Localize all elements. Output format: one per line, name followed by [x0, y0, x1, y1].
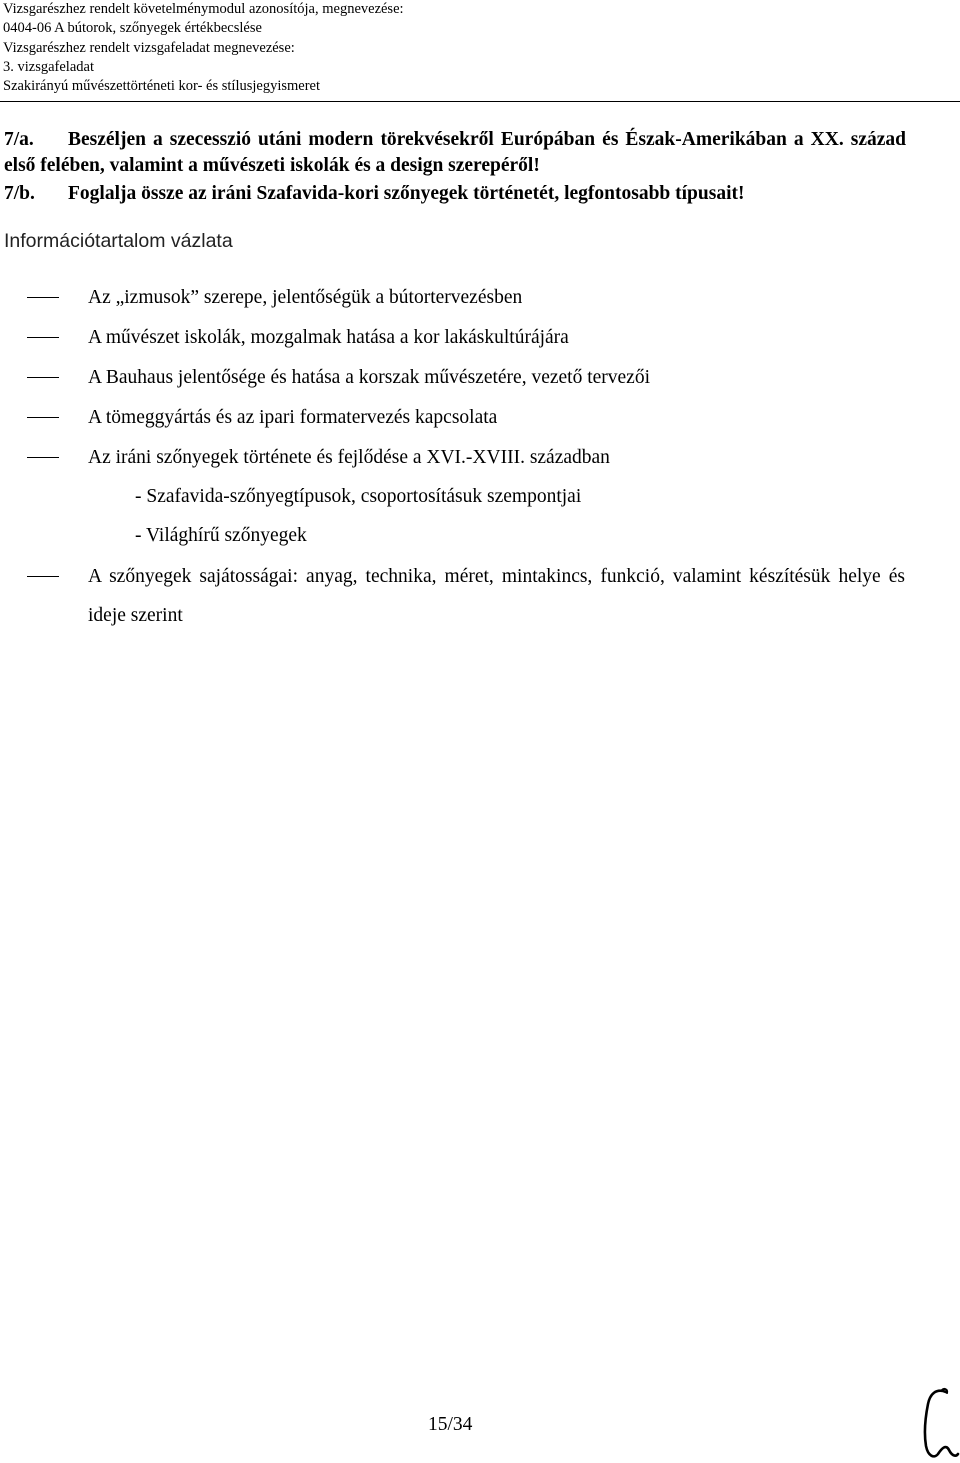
header-divider — [0, 101, 960, 102]
outline-subitem: - Szafavida-szőnyegtípusok, csoportosításuk szempontjai — [135, 486, 582, 507]
outline-title: Információtartalom vázlata — [4, 230, 233, 252]
dash-bullet — [27, 417, 59, 418]
outline-item: Az „izmusok” szerepe, jelentőségük a bútortervezésben — [88, 287, 523, 308]
task-7b — [4, 181, 906, 207]
task-number: 7/a. — [4, 129, 34, 150]
page-header — [3, 0, 404, 96]
dash-bullet — [27, 337, 59, 338]
task-text: Beszéljen a szecesszió utáni modern törekvésekről Európában és Észak-Amerikában a XX. század első felében, valamint a művészeti iskolák és a design szerepéről! — [4, 129, 906, 176]
dash-bullet — [27, 297, 59, 298]
task-text: Foglalja össze az iráni Szafavida-kori szőnyegek történetét, legfontosabb típusait! — [68, 183, 745, 204]
dash-bullet — [27, 576, 59, 577]
outline-item: A szőnyegek sajátosságai: anyag, technika, méret, mintakincs, funkció, valamint készítésük helye és ideje szerint — [88, 566, 905, 626]
dash-bullet — [27, 457, 59, 458]
header-line: Szakirányú művészettörténeti kor- és stílusjegyismeret — [3, 78, 321, 95]
header-line: 3. vizsgafeladat — [3, 58, 94, 75]
handwritten-mark-logo — [916, 1384, 960, 1463]
outline-subitem: - Világhírű szőnyegek — [135, 525, 307, 546]
header-line: Vizsgarészhez rendelt vizsgafeladat megnevezése: — [3, 39, 295, 56]
outline-item: A tömeggyártás és az ipari formatervezés kapcsolata — [88, 407, 498, 428]
task-number: 7/b. — [4, 183, 35, 204]
outline-item: A Bauhaus jelentősége és hatása a korszak művészetére, vezető tervezői — [88, 367, 651, 388]
page-number: 15/34 — [428, 1414, 473, 1435]
header-line: Vizsgarészhez rendelt követelménymodul azonosítója, megnevezése: — [3, 1, 404, 17]
header-line: 0404-06 A bútorok, szőnyegek értékbecslése — [3, 20, 262, 37]
outline-item: A művészet iskolák, mozgalmak hatása a kor lakáskultúrájára — [88, 327, 569, 348]
dash-bullet — [27, 377, 59, 378]
task-7a — [4, 127, 906, 179]
outline-item: Az iráni szőnyegek története és fejlődése a XVI.-XVIII. században — [88, 447, 610, 468]
